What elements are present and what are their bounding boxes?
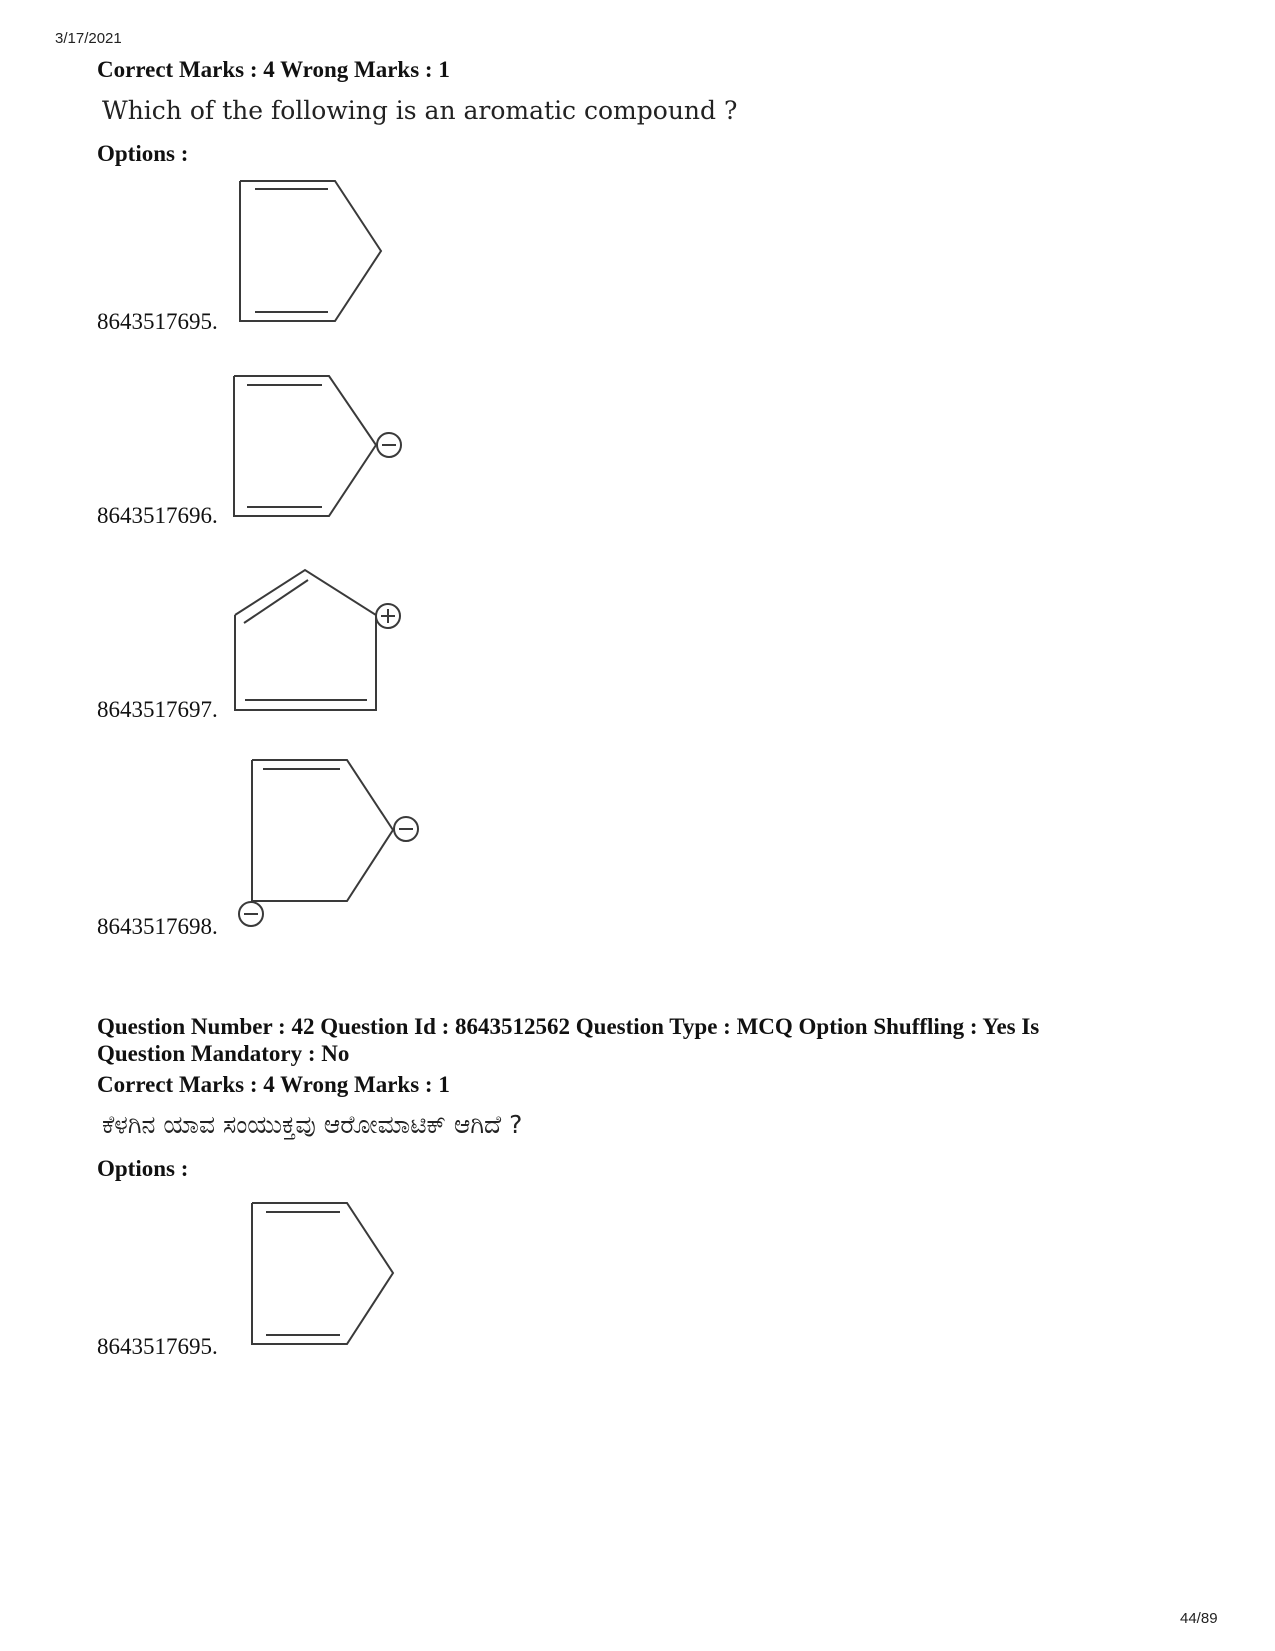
cyclopentadiene-structure-icon <box>230 170 400 330</box>
q42-options-label: Options : <box>97 1156 189 1181</box>
q42-marks: Correct Marks : 4 Wrong Marks : 1 <box>97 1072 450 1097</box>
q41-marks: Correct Marks : 4 Wrong Marks : 1 <box>97 57 450 82</box>
q42-option-1-id: 8643517695. <box>97 1334 218 1359</box>
q41-question-text: Which of the following is an aromatic compound ? <box>102 96 738 125</box>
cyclopentadienyl-anion-structure-icon <box>225 365 415 525</box>
page-number: 44/89 <box>1180 1610 1218 1627</box>
print-date: 3/17/2021 <box>55 30 122 47</box>
q42-header-line-1: Question Number : 42 Question Id : 8643512562 Question Type : MCQ Option Shuffling : Yes Is <box>97 1014 1040 1039</box>
q41-option-2-id: 8643517696. <box>97 503 218 528</box>
cyclopentadienyl-cation-structure-icon <box>225 560 415 720</box>
q41-option-1-id: 8643517695. <box>97 309 218 334</box>
cyclopentadiene-structure-icon <box>242 1192 412 1352</box>
q42-question-text: ಕೆಳಗಿನ ಯಾವ ಸಂಯುಕ್ತವು ಆರೋಮಾಟಿಕ್ ಆಗಿದೆ ? <box>102 1110 523 1139</box>
dianion-structure-icon <box>235 750 435 940</box>
q41-option-4-id: 8643517698. <box>97 914 218 939</box>
q41-options-label: Options : <box>97 141 189 166</box>
q41-option-3-id: 8643517697. <box>97 697 218 722</box>
q42-header-line-2: Question Mandatory : No <box>97 1041 350 1066</box>
